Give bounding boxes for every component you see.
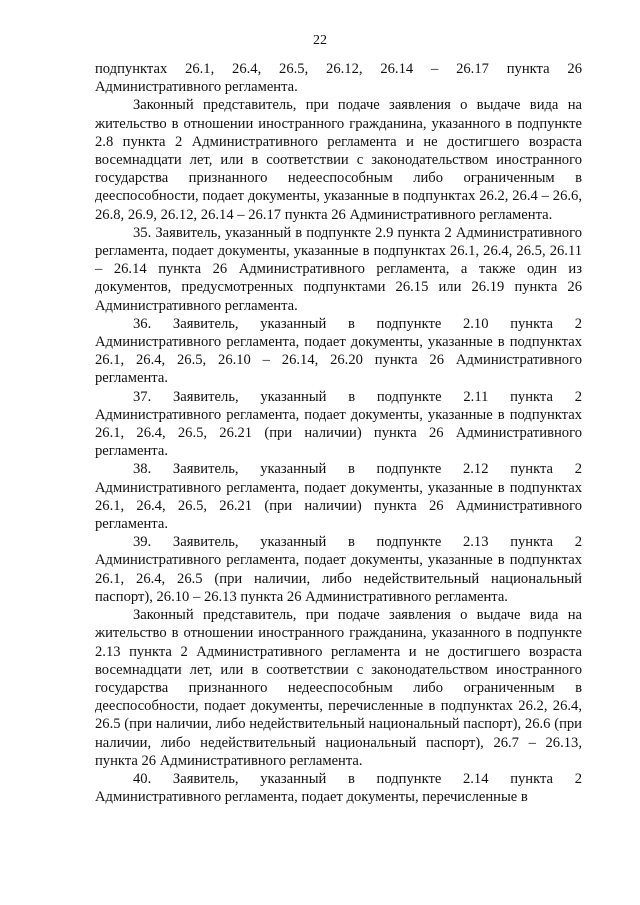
paragraph-item-35: 35. Заявитель, указанный в подпункте 2.9 пункта 2 Административного регламента, подает документы, указанные в подпунктах 26.1, 26.4, 26.5, 26.11 – 26.14 пункта 26 Административного регламента, а также один из документов, предусмотренных подпунктами 26.15 или 26.19 пункта 26 Административного регламента. [95,224,582,314]
paragraph-item-39: 39. Заявитель, указанный в подпункте 2.13 пункта 2 Административного регламента, подает документы, указанные в подпунктах 26.1, 26.4, 26.5 (при наличии, либо недействительный национальный паспорт), 26.10 – 26.13 пункта 26 Административного регламента. [95,534,582,605]
paragraph: Законный представитель, при подаче заявления о выдаче вида на жительство в отношении иностранного гражданина, указанного в подпункте 2.13 пункта 2 Административного регламента и не достигшего возраста восемнадцати лет, или в соответствии с законодательством иностранного государства признанного недееспособным либо ограниченным в дееспособности, подает документы, перечисленные в подпунктах 26.2, 26.4, 26.5 (при наличии, либо недействительный национальный паспорт), 26.6 (при наличии, либо недействительный национальный паспорт), 26.7 – 26.13, пункта 26 Административного регламента. [95,607,582,769]
paragraph-item-37: 37. Заявитель, указанный в подпункте 2.11 пункта 2 Административного регламента, подает документы, указанные в подпунктах 26.1, 26.4, 26.5, 26.21 (при наличии) пункта 26 Административного регламента. [95,388,582,460]
paragraph-item-40: 40. Заявитель, указанный в подпункте 2.14 пункта 2 Административного регламента, подает документы, перечисленные в [95,770,582,806]
paragraph: Законный представитель, при подаче заявления о выдаче вида на жительство в отношении иностранного гражданина, указанного в подпункте 2.8 пункта 2 Административного регламента и не достигшего возраста восемнадцати лет, или в соответствии с законодательством иностранного государства признанного недееспособным либо ограниченным в дееспособности, подает документы, указанные в подпунктах 26.2, 26.4 – 26.6, 26.8, 26.9, 26.12, 26.14 – 26.17 пункта 26 Административного регламента. [95,97,582,223]
paragraph: подпунктах 26.1, 26.4, 26.5, 26.12, 26.14 – 26.17 пункта 26 Административного регламента. [95,61,582,96]
document-body [95,60,582,806]
paragraph-item-36: 36. Заявитель, указанный в подпункте 2.10 пункта 2 Административного регламента, подает документы, указанные в подпунктах 26.1, 26.4, 26.5, 26.10 – 26.14, 26.20 пункта 26 Административного регламента. [95,315,582,387]
page-number: 22 [313,33,327,48]
paragraph-item-38: 38. Заявитель, указанный в подпункте 2.12 пункта 2 Административного регламента, подает документы, указанные в подпунктах 26.1, 26.4, 26.5, 26.21 (при наличии) пункта 26 Административного регламента. [95,461,582,533]
